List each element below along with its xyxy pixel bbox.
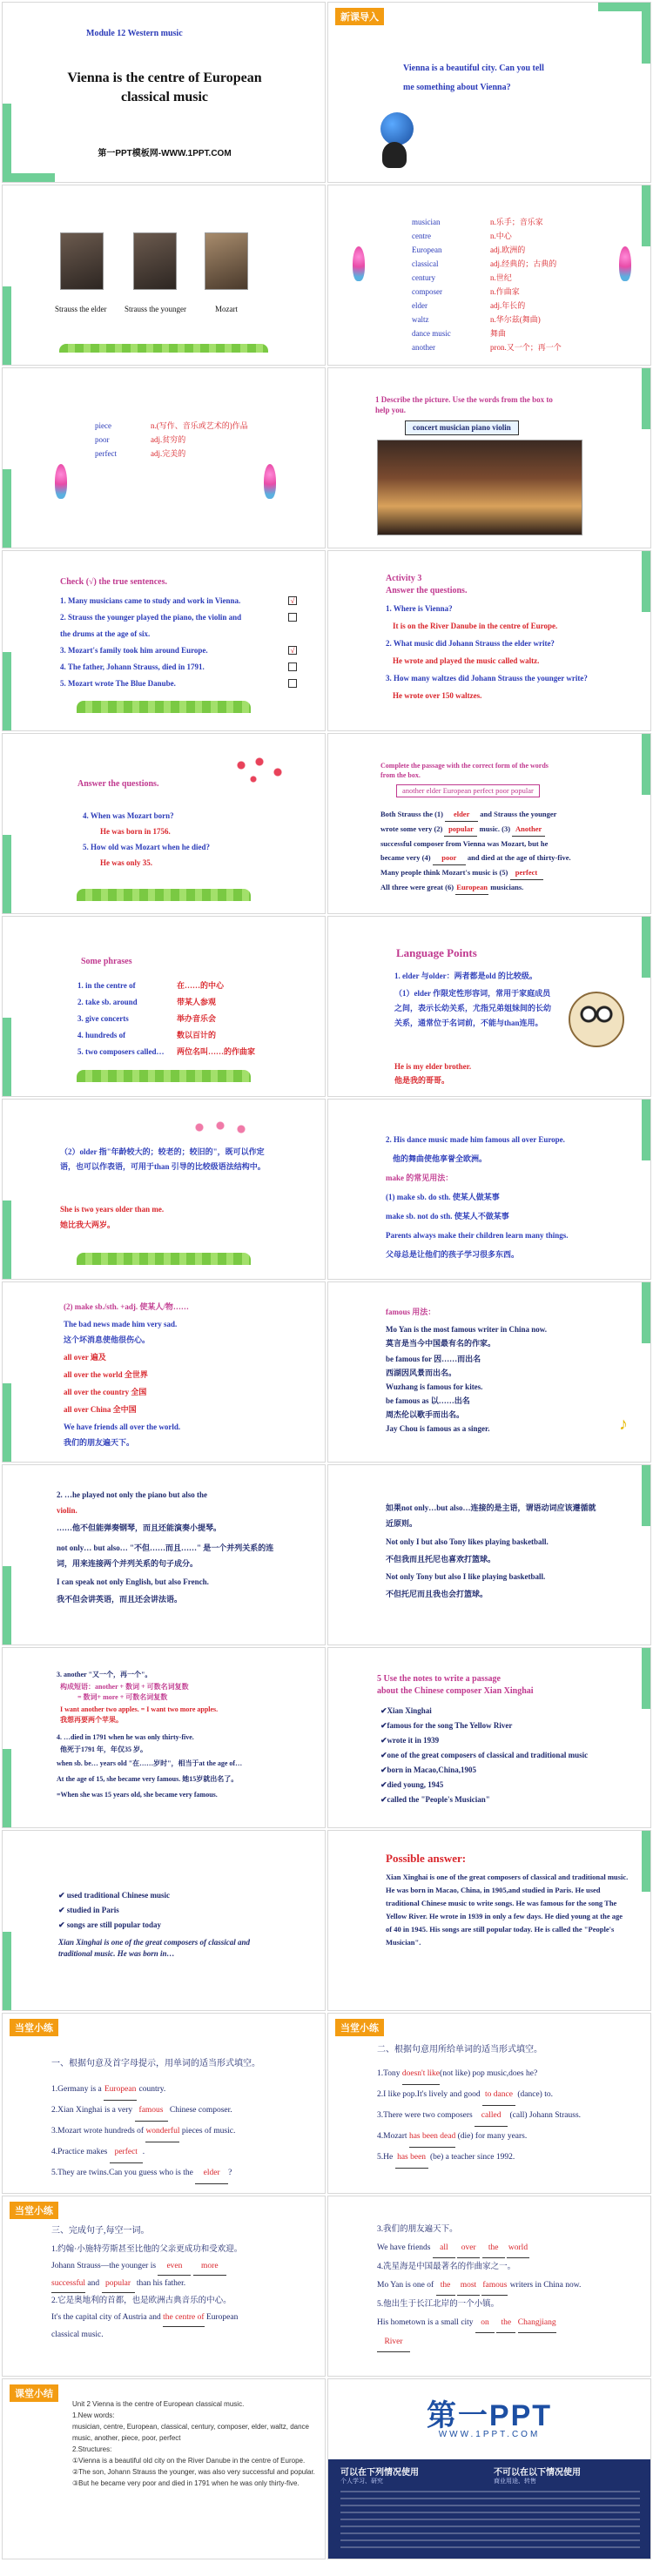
slide-3[interactable] — [2, 185, 326, 366]
exercise-body: 3.我们的朋友遍天下。 We have friends all over the world 4.冼星海是中国最著名的作曲家之一。 Mo Yan is one of the most famous writers in China now. 5.他出生于长江北岸的一个小镇。 His hometown is a small city on the Changjiang River — [377, 2221, 638, 2352]
fill-answer: called — [475, 2106, 508, 2127]
point-explain: when sb. be… years old "在……岁时"，相当于at the age of… — [57, 1759, 243, 1767]
note-item: ✔ studied in Paris — [58, 1906, 119, 1914]
slide-28[interactable] — [327, 2378, 651, 2559]
slide-accent — [3, 469, 11, 548]
fill-answer: famous — [135, 2101, 168, 2122]
phrase: all over the world 全世界 — [64, 1370, 148, 1379]
point-cn: 他的舞曲使他享誉全欧洲。 — [393, 1154, 488, 1163]
section-tag: 课堂小结 — [10, 2384, 58, 2402]
slide-accent — [642, 1465, 650, 1526]
fill-answer: famous — [481, 2277, 508, 2296]
passage: Both Strauss the (1) elder and Strauss the younger wrote some very (2) popular music. (3) Another successful composer from Vienna was Mozart, but he became very (4) poor and died at the age of thirty-five. Many people think Mozart's music is (5) perfect All three were great (6) European musicians. — [380, 807, 633, 895]
point-explain: 如果not only…but also…连接的是主语，谓语动词应该遵循就近原则。 — [386, 1503, 596, 1528]
vocab-word: musician — [412, 218, 441, 226]
portrait-strauss-younger — [133, 232, 177, 290]
grass-decoration — [77, 1253, 251, 1265]
question: 3. How many waltzes did Johann Strauss the younger write? — [386, 674, 588, 683]
slide-accent — [642, 368, 650, 429]
fill-answer: Another — [512, 822, 545, 837]
note-item: ✔one of the great composers of classical and traditional music — [380, 1751, 589, 1759]
slide-27[interactable] — [2, 2378, 326, 2559]
section-title: Possible answer: — [386, 1852, 467, 1865]
exercise-item: 2.I like pop.It's lively and good to dance (dance) to. — [377, 2085, 581, 2106]
check-item — [60, 593, 295, 609]
leaf-decoration — [59, 344, 268, 353]
phrase-item: 3. give concerts — [77, 1014, 129, 1023]
fill-answer: successful — [51, 2276, 85, 2293]
brand-url: WWW.1PPT.COM — [438, 2430, 541, 2439]
section-tag: 当堂小练 — [10, 2019, 58, 2036]
intro-question-line2: me something about Vienna? — [403, 83, 511, 92]
fill-answer: has been dead — [409, 2127, 455, 2148]
slide-2[interactable] — [327, 2, 651, 183]
slide-20[interactable] — [327, 1647, 651, 1828]
example-en: Jay Chou is famous as a singer. — [386, 1424, 490, 1433]
model-passage: Xian Xinghai is one of the great composers of classical and traditional music. He was born in Macao, China, in 1905,and studied in Paris. He used traditional Chinese music to write songs. He was famous for the song The Yellow River. He wrote in 1939 in only a few days. He died young at the age of 40 in 1945. His songs are still popular today. He is called the "People's Musician". — [386, 1873, 629, 1947]
slide-accent — [642, 1282, 650, 1343]
slide-accent — [3, 1749, 11, 1827]
slide-1[interactable] — [2, 2, 326, 183]
slide-accent — [3, 1566, 11, 1644]
slide-accent — [3, 1018, 11, 1096]
fill-answer: over — [457, 2239, 480, 2258]
phrase-meaning: 在……的中心 — [177, 981, 225, 990]
checkbox[interactable] — [288, 662, 297, 671]
slide-21[interactable] — [2, 1830, 326, 2011]
slide-accent — [598, 3, 650, 11]
example-cn: 他是我的哥哥。 — [394, 1076, 450, 1085]
question: 5. How old was Mozart when he died? — [83, 843, 210, 851]
slide-10[interactable] — [327, 733, 651, 914]
fill-answer: perfect — [110, 2142, 143, 2163]
slide-title-line2: classical music — [121, 90, 208, 104]
phrase-meaning: 数以百计的 — [177, 1031, 217, 1039]
balloon-icon — [353, 246, 365, 281]
vocab-meaning: pron.又一个；再一个 — [490, 343, 562, 352]
phrase: all over the country 全国 — [64, 1388, 147, 1396]
slide-accent — [642, 1100, 650, 1160]
exercise-list — [377, 2064, 581, 2169]
fill-answer: popular — [444, 822, 477, 837]
example-cn: 西湖因风景而出名。 — [386, 1369, 457, 1377]
example-en: The bad news made him very sad. — [64, 1320, 178, 1328]
plum-blossom-icon — [229, 751, 290, 786]
example: At the age of 15, she became very famous. 她15岁就出名了。 — [57, 1775, 239, 1783]
vocab-meaning: n.乐手；音乐家 — [490, 218, 543, 226]
point: 2. …he played not only the piano but also the — [57, 1490, 208, 1499]
phrase: be famous for 因……而出名 — [386, 1355, 481, 1363]
slide-accent — [3, 1201, 11, 1279]
blossom-icon — [185, 1119, 255, 1136]
grass-decoration — [77, 1070, 251, 1082]
example-en: I want another two apples. = I want two more apples. — [60, 1705, 219, 1713]
slide-accent — [3, 286, 11, 365]
phrase: all over China 全中国 — [64, 1405, 137, 1414]
fill-answer: popular — [102, 2276, 135, 2293]
exercise-title: 一、根据句意及首字母提示，用单词的适当形式填空。 — [51, 2059, 260, 2068]
fill-answer: European — [455, 880, 488, 895]
vocab-word: elder — [412, 301, 427, 310]
check-item — [60, 659, 267, 676]
structure: = 数词+ more + 可数名词复数 — [77, 1693, 168, 1701]
module-label: Module 12 Western music — [86, 29, 183, 38]
phrase-list — [77, 978, 164, 1060]
example-cn: 我不但会讲英语，而且还会讲法语。 — [57, 1595, 183, 1604]
point: 4. …died in 1791 when he was only thirty-five. — [57, 1733, 194, 1741]
check-item-text: 3. Mozart's family took him around Europe. — [60, 646, 208, 655]
fill-answer: elder — [195, 2163, 228, 2184]
structure: 构成短语：another + 数词 + 可数名词复数 — [60, 1683, 189, 1691]
note-item: ✔died young, 1945 — [380, 1780, 444, 1789]
site-watermark: 第一PPT模板网-WWW.1PPT.COM — [98, 149, 232, 158]
check-item-text: 5. Mozart wrote The Blue Danube. — [60, 679, 176, 688]
task-title: Check (√) the true sentences. — [60, 577, 167, 587]
slide-23[interactable] — [2, 2013, 326, 2194]
question: 2. What music did Johann Strauss the elder write? — [386, 639, 555, 648]
slide-5[interactable] — [2, 367, 326, 548]
grass-decoration — [77, 701, 251, 713]
slide-accent — [642, 917, 650, 978]
brand-banner — [328, 2379, 650, 2459]
exercise-item: 1.Germany is a European country. — [51, 2080, 235, 2101]
globe-mascot-icon — [380, 112, 414, 145]
point-cont: violin. — [57, 1506, 77, 1515]
check-item-text: the drums at the age of six. — [60, 629, 151, 638]
slide-19[interactable] — [2, 1647, 326, 1828]
phrase-meanings — [177, 978, 255, 1060]
word-box: concert musician piano violin — [405, 420, 519, 435]
vocab-meaning: n.世纪 — [490, 273, 512, 282]
vocab-word: another — [412, 343, 435, 352]
fill-answer: the — [496, 2314, 515, 2333]
note-item: ✔wrote it in 1939 — [380, 1736, 440, 1745]
example-cn: 我们的朋友遍天下。 — [64, 1438, 135, 1447]
grass-decoration — [77, 889, 251, 901]
section-tag: 新课导入 — [335, 8, 384, 25]
slide-accent — [642, 1831, 650, 1892]
fill-answer: wonderful — [145, 2122, 179, 2142]
check-item — [60, 609, 267, 626]
exercise-item: 3.Mozart wrote hundreds of wonderful pieces of music. — [51, 2122, 235, 2142]
check-item-text: 4. The father, Johann Strauss, died in 1791. — [60, 662, 205, 671]
question: 4. When was Mozart born? — [83, 811, 174, 820]
checkbox[interactable] — [288, 613, 297, 622]
slide-15[interactable] — [2, 1281, 326, 1463]
slide-12[interactable] — [327, 916, 651, 1097]
example: =When she was 15 years old, she became very famous. — [57, 1791, 218, 1799]
task-subtitle: Answer the questions. — [386, 586, 468, 595]
vocab-word: poor — [95, 435, 110, 444]
task-title-line2: about the Chinese composer Xian Xinghai — [377, 1686, 534, 1696]
example-en: Mo Yan is the most famous writer in China now. — [386, 1325, 548, 1334]
balloon-icon — [619, 246, 631, 281]
exercise-item: 1.Tony doesn't like(not like) pop music,does he? — [377, 2064, 581, 2085]
fill-answer: Changjiang — [518, 2314, 556, 2333]
slide-accent — [3, 173, 55, 182]
passage-start: Xian Xinghai is one of the great composers of classical and traditional music. He was born in… — [58, 1938, 251, 1958]
vocab-word: piece — [95, 421, 111, 430]
vocab-meaning: adj.欧洲的 — [490, 245, 526, 254]
phrase: all over 遍及 — [64, 1353, 106, 1362]
section-tag: 当堂小练 — [335, 2019, 384, 2036]
note-item: ✔called the "People's Musician" — [380, 1795, 490, 1804]
phrase: be famous as 以……出名 — [386, 1396, 470, 1405]
usage: famous 用法： — [386, 1308, 436, 1316]
fill-answer: all — [433, 2239, 455, 2258]
slide-accent — [3, 1383, 11, 1462]
slide-accent — [642, 3, 650, 64]
vocab-meaning: n.(写作、音乐或艺术的)作品 — [151, 421, 248, 430]
usage: (2) make sb./sth. +adj. 使某人/物…… — [64, 1302, 189, 1311]
point-cn: ……他不但能弹奏钢琴，而且还能演奏小提琴。 — [57, 1523, 222, 1532]
check-item-text: 1. Many musicians came to study and work in Vienna. — [60, 596, 241, 605]
vocab-word: perfect — [95, 449, 117, 458]
task-title: 5 Use the notes to write a passage — [377, 1674, 501, 1684]
example-en: He is my elder brother. — [394, 1062, 472, 1071]
answer: He wrote and played the music called waltz. — [393, 656, 540, 665]
point-explain: （2）older 指"年龄较大的；较老的；较旧的"，既可以作定语，也可以作表语，可用于than 引导的比较级语法结构中。 — [60, 1147, 266, 1171]
example-en: We have friends all over the world. — [64, 1423, 181, 1431]
example-cn: 莫言是当今中国最有名的作家。 — [386, 1339, 496, 1348]
slide-accent — [3, 104, 11, 182]
section-tag: 当堂小练 — [10, 2202, 58, 2219]
usage-allowed-sub: 个人学习、研究 — [340, 2478, 383, 2485]
slide-accent — [642, 1648, 650, 1709]
slide-16[interactable] — [327, 1281, 651, 1463]
checkbox[interactable] — [288, 679, 297, 688]
exercise-body: 1.约翰·小施特劳斯甚至比他的父亲更成功和受欢迎。 Johann Strauss—the younger is even more successful and popular than his father. 2.它是奥地利的首都，也是欧洲古典音乐的中心。 It's the capital city of Austria and the centre of European classical music. — [51, 2245, 243, 2339]
phrase-item: 5. two composers called… — [77, 1047, 165, 1056]
note-item: ✔ used traditional Chinese music — [58, 1891, 171, 1900]
slide-13[interactable] — [2, 1099, 326, 1280]
example-cn: 不但我而且托尼也喜欢打篮球。 — [386, 1555, 496, 1564]
fill-answer: elder — [445, 807, 478, 822]
example-cn: 她比我大两岁。 — [60, 1221, 116, 1229]
slide-6[interactable] — [327, 367, 651, 548]
task-title: 1 Describe the picture. Use the words from the box to — [375, 395, 553, 404]
question: 1. Where is Vienna? — [386, 604, 453, 613]
phrase-meaning: 举办音乐会 — [177, 1014, 217, 1023]
note-item: ✔ songs are still popular today — [58, 1920, 161, 1929]
fill-answer: even — [158, 2258, 191, 2276]
vocab-meanings — [490, 215, 562, 354]
vocab-meaning: n.中心 — [490, 232, 512, 240]
example-en: I can speak not only English, but also French. — [57, 1577, 209, 1586]
check-item-text: 2. Strauss the younger played the piano, the violin and — [60, 613, 242, 622]
vocab-meanings — [151, 419, 248, 461]
vocab-meaning: adj.经典的；古典的 — [490, 259, 557, 268]
fill-answer: doesn't like — [402, 2064, 440, 2085]
example-cn: 周杰伦以歌手而出名。 — [386, 1410, 465, 1419]
exercise-title: 三、完成句子,每空一词。 — [51, 2226, 150, 2236]
slide-4[interactable] — [327, 185, 651, 366]
caption: Strauss the elder — [55, 305, 107, 313]
vocab-word: centre — [412, 232, 431, 240]
example-cn: 我想再要两个苹果。 — [60, 1716, 123, 1724]
fill-answer: the centre of — [163, 2310, 204, 2327]
word-box: another elder European perfect poor popular — [396, 784, 540, 797]
exercise-list — [51, 2080, 235, 2184]
vocab-meaning: n.作曲家 — [490, 287, 520, 296]
vocab-word: dance music — [412, 329, 451, 338]
slide-18[interactable] — [327, 1464, 651, 1645]
caption: Strauss the younger — [125, 305, 186, 313]
brand-logo: 第一PPT — [426, 2399, 553, 2432]
owl-teacher-icon — [569, 992, 624, 1047]
point: 1. elder 与older：两者都是old 的比较级。 — [394, 972, 537, 980]
example-cn: 不但托尼而且我也会打篮球。 — [386, 1590, 488, 1598]
phrase-meaning: 带某人参观 — [177, 998, 217, 1006]
fill-answer: the — [482, 2239, 505, 2258]
caption: Mozart — [215, 305, 238, 313]
task-title: Activity 3 — [386, 574, 422, 583]
balloon-icon — [264, 464, 276, 499]
note-item: ✔born in Macao,China,1905 — [380, 1766, 477, 1774]
fill-answer: most — [457, 2277, 480, 2296]
usage-denied-sub: 商业用途、转售 — [494, 2478, 536, 2485]
fill-answer: has been — [395, 2148, 428, 2169]
vocab-meaning: 舞曲 — [490, 329, 507, 338]
exercise-item: 4.Practice makes perfect . — [51, 2142, 235, 2163]
example-en: She is two years older than me. — [60, 1205, 165, 1214]
slide-7[interactable] — [2, 550, 326, 731]
vocab-word: composer — [412, 287, 442, 296]
answer: He was born in 1756. — [100, 827, 171, 836]
phrase-item: 2. take sb. around — [77, 998, 138, 1006]
usage-1: (1) make sb. do sth. 使某人做某事 — [386, 1193, 500, 1201]
example-en: Parents always make their children learn many things. — [386, 1231, 569, 1240]
slide-22[interactable] — [327, 1830, 651, 2011]
answer: He was only 35. — [100, 858, 153, 867]
fill-answer: River — [377, 2333, 410, 2352]
task-title: Answer the questions. — [77, 779, 159, 789]
phrase-item: 1. in the centre of — [77, 981, 136, 990]
task-title: Some phrases — [81, 957, 132, 966]
check-item — [60, 676, 267, 692]
notes-list — [58, 1888, 170, 1933]
checkbox[interactable]: √ — [288, 596, 297, 605]
fill-answer: to dance — [482, 2085, 515, 2106]
link-list — [340, 2491, 640, 2548]
exercise-item: 5.They are twins.Can you guess who is the elder ? — [51, 2163, 235, 2184]
music-note-icon: ♪ — [619, 1415, 628, 1434]
vocab-meaning: n.华尔兹(舞曲) — [490, 315, 541, 324]
slide-11[interactable] — [2, 916, 326, 1097]
fill-answer: the — [436, 2277, 455, 2296]
usage-denied-title: 不可以在以下情况使用 — [494, 2468, 581, 2478]
fill-answer: world — [507, 2239, 529, 2258]
mascot-icon — [382, 142, 407, 168]
vocab-words — [95, 419, 117, 461]
usage-allowed-title: 可以在下列情况使用 — [340, 2468, 419, 2478]
check-item — [60, 626, 267, 642]
point-cn: 他死于1791 年，年仅35 岁。 — [60, 1745, 147, 1753]
slide-accent — [3, 835, 11, 913]
slide-accent — [3, 1932, 11, 2010]
vocab-word: waltz — [412, 315, 429, 324]
slide-accent — [3, 652, 11, 730]
fill-answer: European — [104, 2080, 137, 2101]
fill-answer: poor — [433, 851, 466, 865]
vocab-meaning: adj.完美的 — [151, 449, 186, 458]
summary-body: Unit 2 Vienna is the centre of European classical music. 1.New words: musician, centre, European, classical, century, composer, elder, waltz, dance music, another, piece, poor, perfect 2.Structures: ①Vienna is a beautiful old city on the River Danube in the centre of Europe. ②The son, Johann Strauss the younger, was also very successful and popular. ③But he became very poor and died in 1791 when he was only thirty-five. — [72, 2400, 315, 2487]
slide-26[interactable] — [327, 2196, 651, 2377]
check-list — [60, 593, 295, 692]
fill-answer: perfect — [510, 865, 543, 880]
slide-9[interactable] — [2, 733, 326, 914]
note-item: ✔famous for the song The Yellow River — [380, 1721, 513, 1730]
checkbox[interactable]: √ — [288, 646, 297, 655]
point: 3. another "又一个，再一个"。 — [57, 1671, 152, 1678]
balloon-icon — [55, 464, 67, 499]
task-title-line2: from the box. — [380, 771, 421, 779]
exercise-item: 2.Xian Xinghai is a very famous Chinese composer. — [51, 2101, 235, 2122]
vocab-words — [412, 215, 451, 354]
slide-14[interactable] — [327, 1099, 651, 1280]
slide-accent — [642, 734, 650, 795]
slide-17[interactable] — [2, 1464, 326, 1645]
vocab-word: classical — [412, 259, 439, 268]
exercise-item: 4.Mozart has been dead (die) for many years. — [377, 2127, 581, 2148]
phrase-meaning: 两位名叫……的作曲家 — [177, 1047, 256, 1056]
slide-25[interactable] — [2, 2196, 326, 2377]
phrase-item: 4. hundreds of — [77, 1031, 126, 1039]
point: 2. His dance music made him famous all over Europe. — [386, 1135, 565, 1144]
notes-list — [380, 1704, 633, 1807]
exercise-item: 3.There were two composers called (call) Johann Strauss. — [377, 2106, 581, 2127]
slide-accent — [642, 551, 650, 612]
concert-photo — [377, 440, 582, 535]
example-cn: 这个坏消息使他很伤心。 — [64, 1335, 151, 1344]
check-item — [60, 642, 295, 659]
usage-title: make 的常见用法： — [386, 1174, 454, 1182]
fill-answer: on — [475, 2314, 495, 2333]
answer: He wrote over 150 waltzes. — [393, 691, 482, 700]
slide-title: Vienna is the centre of European — [67, 71, 262, 85]
slide-accent — [642, 185, 650, 246]
answer: It is on the River Danube in the centre of Europe. — [393, 622, 558, 630]
point-explain: not only… but also… "不但……而且……" 是一个并列关系的连词，用来连接两个并列关系的句子成分。 — [57, 1544, 274, 1568]
task-title-line2: help you. — [375, 406, 407, 414]
fill-answer: more — [193, 2258, 226, 2276]
exercise-item: 5.He has been (be) a teacher since 1992. — [377, 2148, 581, 2169]
slide-8[interactable] — [327, 550, 651, 731]
portrait-strauss-elder — [60, 232, 104, 290]
portrait-mozart — [205, 232, 248, 290]
usage-2: make sb. not do sth. 使某人不做某事 — [386, 1212, 509, 1221]
vocab-word: European — [412, 245, 442, 254]
note-item: ✔Xian Xinghai — [380, 1706, 432, 1715]
section-title: Language Points — [396, 946, 477, 959]
exercise-title: 二、根据句意用所给单词的适当形式填空。 — [377, 2045, 542, 2055]
task-title: Complete the passage with the correct form of the words — [380, 762, 549, 770]
intro-question: Vienna is a beautiful city. Can you tell — [403, 64, 544, 73]
slide-24[interactable] — [327, 2013, 651, 2194]
example-cn: 父母总是让他们的孩子学习很多东西。 — [386, 1250, 520, 1259]
example-en: Not only Tony but also I like playing basketball. — [386, 1572, 546, 1581]
vocab-meaning: adj.年长的 — [490, 301, 526, 310]
example-en: Not only I but also Tony likes playing basketball. — [386, 1537, 549, 1546]
example-en: Wuzhang is famous for kites. — [386, 1382, 483, 1391]
vocab-word: century — [412, 273, 435, 282]
point-explain: （1）elder 作限定性形容词，常用于家庭成员之间，表示长幼关系，尤指兄弟姐妹间的长幼关系，通常位于名词前，不能与than连用。 — [394, 989, 552, 1027]
vocab-meaning: adj.贫穷的 — [151, 435, 186, 444]
